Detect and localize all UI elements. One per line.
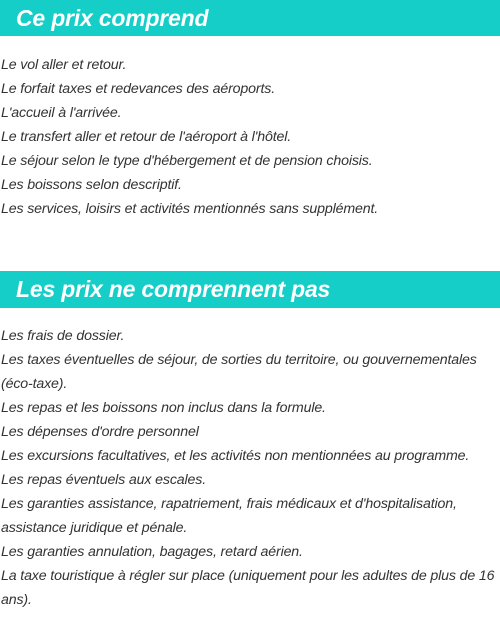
- list-item: Le forfait taxes et redevances des aéroports.: [1, 81, 276, 97]
- list-item: Les repas éventuels aux escales.: [1, 472, 206, 488]
- list-item: Les dépenses d'ordre personnel: [1, 424, 199, 440]
- list-item: Les boissons selon descriptif.: [1, 177, 182, 193]
- list-item: Le transfert aller et retour de l'aéroport à l'hôtel.: [1, 129, 292, 145]
- list-item: La taxe touristique à régler sur place (uniquement pour les adultes de plus de 16 ans).: [1, 568, 495, 608]
- included-section-title: Ce prix comprend: [0, 0, 500, 36]
- list-item: L'accueil à l'arrivée.: [1, 105, 122, 121]
- list-item: Les taxes éventuelles de séjour, de sorties du territoire, ou gouvernementales (éco-taxe).: [1, 352, 477, 392]
- list-item: Les garanties annulation, bagages, retard aérien.: [1, 544, 303, 560]
- excluded-items-list: [0, 324, 500, 612]
- list-item: Le séjour selon le type d'hébergement et de pension choisis.: [1, 153, 373, 169]
- list-item: Les garanties assistance, rapatriement, frais médicaux et d'hospitalisation, assistance juridique et pénale.: [1, 496, 457, 536]
- excluded-section-title: Les prix ne comprennent pas: [0, 271, 500, 308]
- list-item: Les excursions facultatives, et les activités non mentionnées au programme.: [1, 448, 470, 464]
- list-item: Le vol aller et retour.: [1, 57, 127, 73]
- list-item: Les services, loisirs et activités mentionnés sans supplément.: [1, 201, 379, 217]
- included-items-list: [0, 53, 500, 221]
- list-item: Les repas et les boissons non inclus dans la formule.: [1, 400, 326, 416]
- list-item: Les frais de dossier.: [1, 328, 125, 344]
